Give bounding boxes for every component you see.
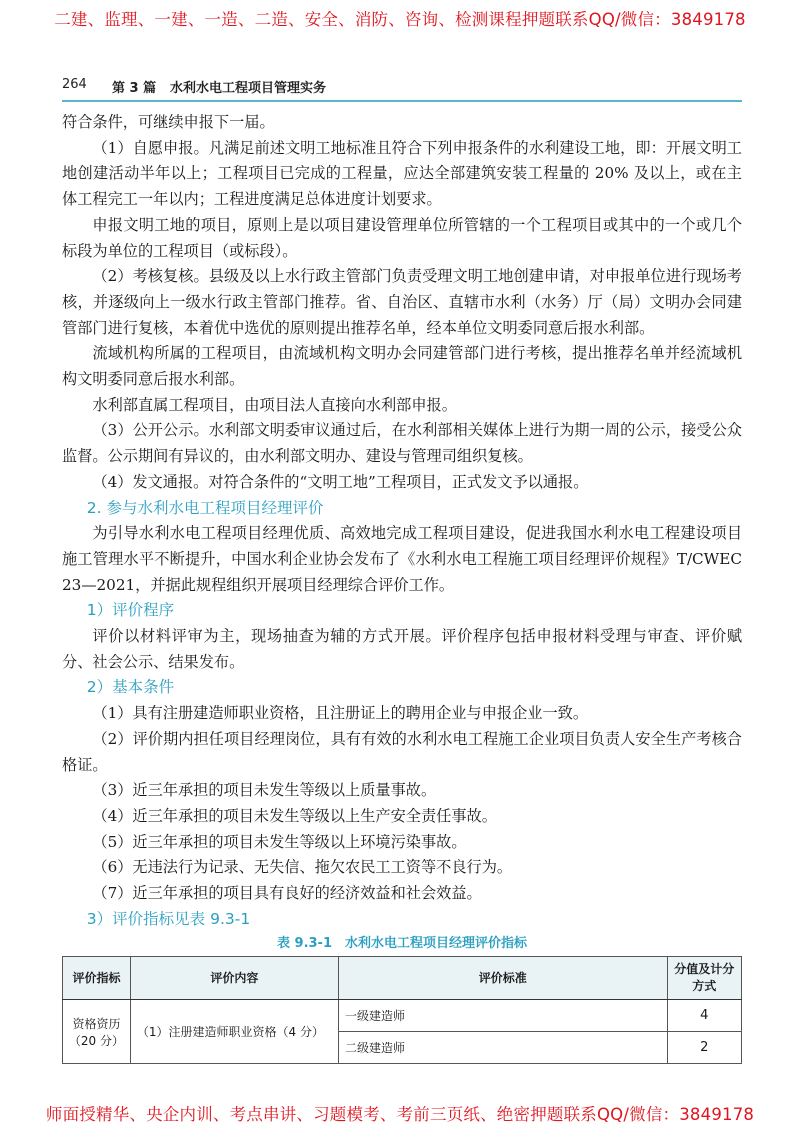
bottom-ad-banner: 师面授精华、央企内训、考点串讲、习题模考、考前三页纸、绝密押题联系QQ/微信：3849178 xyxy=(45,1105,755,1124)
table-header-row xyxy=(63,957,742,1000)
paragraph: （3）公开公示。水利部文明委审议通过后，在水利部相关媒体上进行为期一周的公示，接受公众监督。公示期间有异议的，由水利部文明办、建设与管理司组织复核。 xyxy=(62,421,742,466)
cell-content: （1）注册建造师职业资格（4 分） xyxy=(130,1000,338,1064)
condition-item: （6）无违法行为记录、无失信、拖欠农民工工资等不良行为。 xyxy=(92,858,513,877)
paragraph: 水利部直属工程项目，由项目法人直接向水利部申报。 xyxy=(92,395,457,414)
running-header xyxy=(62,75,742,101)
subsection-heading: 1）评价程序 xyxy=(86,601,175,620)
paragraph: 评价以材料评审为主，现场抽查为辅的方式开展。评价程序包括申报材料受理与审查、评价赋分、社会公示、结果发布。 xyxy=(62,627,742,671)
cell-standard: 二级建造师 xyxy=(338,1032,667,1064)
paragraph: 流域机构所属的工程项目，由流域机构文明办会同建管部门进行考核，提出推荐名单并经流域机构文明委同意后报水利部。 xyxy=(62,344,742,389)
condition-item: （7）近三年承担的项目具有良好的经济效益和社会效益。 xyxy=(92,884,482,903)
condition-item: （1）具有注册建造师职业资格，且注册证上的聘用企业与申报企业一致。 xyxy=(92,704,589,723)
cell-score: 4 xyxy=(667,1000,741,1032)
header-indicator: 评价指标 xyxy=(63,957,131,1000)
top-ad-banner: 二建、监理、一建、一造、二造、安全、消防、咨询、检测课程押题联系QQ/微信：3849178 xyxy=(54,10,746,29)
paragraph: （2）考核复核。县级及以上水行政主管部门负责受理文明工地创建申请，对申报单位进行现场考核，并逐级向上一级水行政主管部门推荐。省、自治区、直辖市水利（水务）厅（局）文明办会同建管部门进行复核，本着优中选优的原则提出推荐名单，经本单位文明委同意后报水利部。 xyxy=(62,267,742,337)
condition-item: （2）评价期内担任项目经理岗位，具有有效的水利水电工程施工企业项目负责人安全生产考核合格证。 xyxy=(62,729,742,774)
paragraph: 符合条件，可继续申报下一届。 xyxy=(62,113,275,131)
condition-item: （5）近三年承担的项目未发生等级以上环境污染事故。 xyxy=(92,832,467,851)
table-caption: 表 9.3-1 水利水电工程项目经理评价指标 xyxy=(277,936,527,951)
condition-item: （3）近三年承担的项目未发生等级以上质量事故。 xyxy=(92,781,437,800)
cell-standard: 一级建造师 xyxy=(338,1000,667,1032)
condition-item: （4）近三年承担的项目未发生等级以上生产安全责任事故。 xyxy=(92,806,497,825)
subsection-heading: 2）基本条件 xyxy=(86,678,175,697)
page-number: 264 xyxy=(62,77,87,92)
part-title: 水利水电工程项目管理实务 xyxy=(170,81,327,96)
table-row xyxy=(63,1000,742,1032)
paragraph: （1）自愿申报。凡满足前述文明工地标准且符合下列申报条件的水利建设工地，即：开展文明工地创建活动半年以上；工程项目已完成的工程量，应达全部建筑安装工程量的 20% 及以上，或在主体工程完工一年以内；工程进度满足总体进度计划要求。 xyxy=(62,138,742,209)
section-heading: 2. 参与水利水电工程项目经理评价 xyxy=(86,498,324,517)
evaluation-table xyxy=(62,956,742,1064)
cell-score: 2 xyxy=(667,1032,741,1064)
header-score: 分值及计分方式 xyxy=(667,957,741,1000)
paragraph: 申报文明工地的项目，原则上是以项目建设管理单位所管辖的一个工程项目或其中的一个或几个标段为单位的工程项目（或标段）。 xyxy=(62,215,742,260)
body-text xyxy=(62,110,742,933)
header-standard: 评价标准 xyxy=(338,957,667,1000)
cell-indicator: 资格资历（20 分） xyxy=(63,1000,131,1064)
paragraph: 为引导水利水电工程项目经理优质、高效地完成工程项目建设，促进我国水利水电工程建设项目施工管理水平不断提升，中国水利企业协会发布了《水利水电工程施工项目经理评价规程》T/CWEC 23—2021，并据此规程组织开展项目经理综合评价工作。 xyxy=(62,524,742,594)
header-rule xyxy=(62,100,742,102)
header-content: 评价内容 xyxy=(130,957,338,1000)
part-label: 第 3 篇 xyxy=(112,81,157,96)
paragraph: （4）发文通报。对符合条件的“文明工地”工程项目，正式发文予以通报。 xyxy=(92,472,589,491)
subsection-heading: 3）评价指标见表 9.3-1 xyxy=(86,909,251,928)
